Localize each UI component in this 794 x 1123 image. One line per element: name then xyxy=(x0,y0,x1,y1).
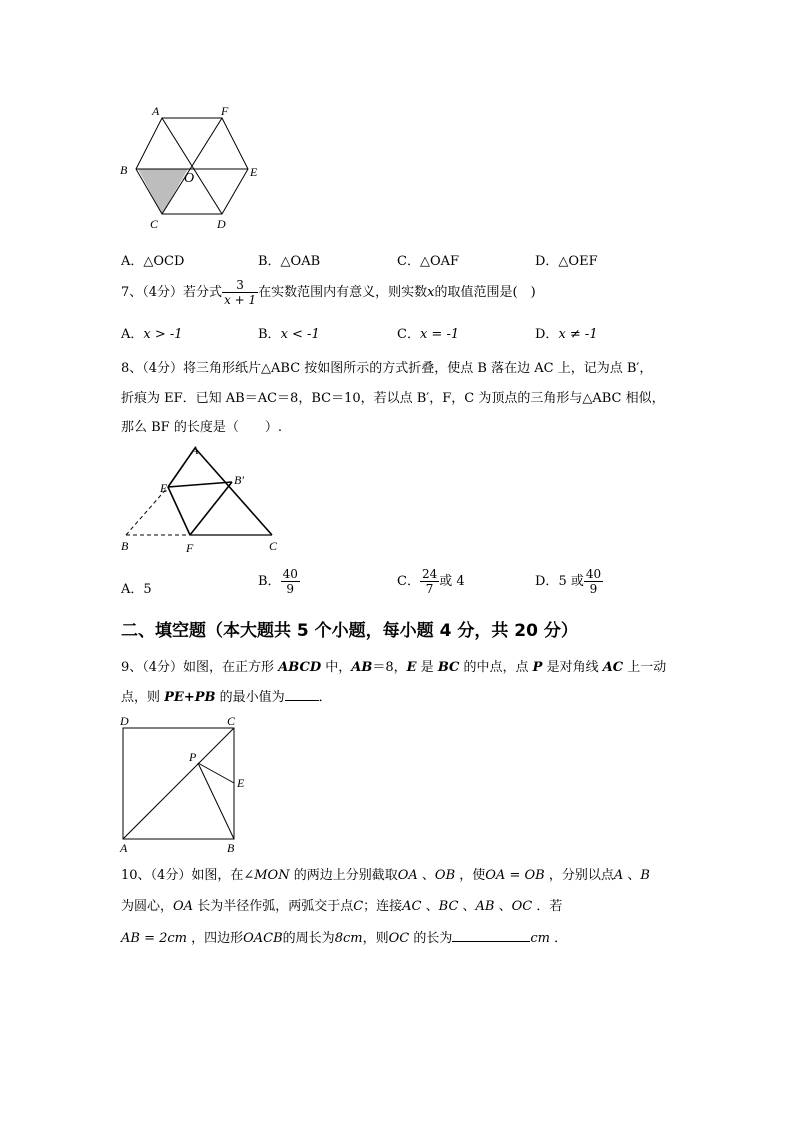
sq-label-p: P xyxy=(189,750,197,764)
q10-answer-blank[interactable] xyxy=(452,941,530,942)
hex-label-f: F xyxy=(221,104,229,118)
hex-label-a: A xyxy=(152,104,160,118)
q9-answer-blank[interactable] xyxy=(285,700,319,701)
tri-label-a: A xyxy=(191,443,199,457)
sq-label-d: D xyxy=(120,714,129,728)
q7-option-a: A．x > -1 xyxy=(121,327,183,342)
q6-option-d: D．△OEF xyxy=(535,254,598,269)
hex-label-b: B xyxy=(120,163,128,177)
q8-line-1: 8、（4分）将三角形纸片△ABC 按如图所示的方式折叠，使点 B 落在边 AC 上，记为点 B′， xyxy=(121,361,653,376)
sq-label-c: C xyxy=(227,714,236,728)
q8-option-b: B． $\frac{40}{9}$ xyxy=(258,567,298,596)
q7-question: 7、（4分）若分式 $\frac{3}{x + 1}$ 在实数范围内有意义，则实数x的取值范围是( ) xyxy=(121,278,536,307)
hexagon-figure xyxy=(114,102,274,232)
q8-option-c: C． $\frac{24}{7}$ 或 4 xyxy=(397,567,465,596)
hex-label-e: E xyxy=(250,165,258,179)
q8-line-3: 那么 BF 的长度是（ ）. xyxy=(121,420,282,435)
hex-label-o: O xyxy=(184,171,195,186)
tri-label-b: B xyxy=(121,539,129,553)
q10-line-2: 为圆心，OA 长为半径作弧，两弧交于点C；连接AC 、BC 、AB 、OC ．若 xyxy=(121,899,563,914)
q7-option-d: D．x ≠ -1 xyxy=(535,327,598,342)
q10-line-1: 10、（4分）如图，在∠MON 的两边上分别截取OA 、OB ，使OA = OB ，分别以点A 、B xyxy=(121,868,650,883)
section-heading: 二、填空题（本大题共 5 个小题，每小题 4 分，共 20 分） xyxy=(121,621,578,641)
q8-line-2: 折痕为 EF．已知 AB＝AC＝8，BC＝10，若以点 B′，F，C 为顶点的三角形与△ABC 相似， xyxy=(121,391,665,406)
tri-label-bprime: B′ xyxy=(234,473,244,487)
sq-label-b: B xyxy=(227,841,235,855)
q8-option-d: D．5 或 $\frac{40}{9}$ xyxy=(535,567,602,596)
q6-option-c: C．△OAF xyxy=(397,254,460,269)
q7-option-c: C．x = -1 xyxy=(397,327,460,342)
q7-option-b: B．x < -1 xyxy=(258,327,320,342)
square-figure xyxy=(112,708,262,856)
folded-triangle-figure xyxy=(112,440,292,560)
q9-line-1: 9、（4分）如图，在正方形 ABCD 中，AB＝8，E 是 BC 的中点，点 P 是对角线 AC 上一动 xyxy=(121,660,667,675)
q9-line-2: 点，则 PE+PB 的最小值为 ． xyxy=(121,690,332,705)
q6-option-a: A．△OCD xyxy=(121,254,185,269)
sq-label-e: E xyxy=(237,776,245,790)
tri-label-e: E xyxy=(160,481,168,495)
q10-line-3: AB = 2cm ，四边形OACB的周长为8cm，则OC 的长为 cm ． xyxy=(121,931,568,946)
q6-option-b: B．△OAB xyxy=(258,254,321,269)
hex-label-d: D xyxy=(217,217,226,231)
q8-option-a: A．5 xyxy=(121,582,152,597)
hex-label-c: C xyxy=(150,217,159,231)
tri-label-c: C xyxy=(269,539,278,553)
sq-label-a: A xyxy=(120,841,128,855)
tri-label-f: F xyxy=(186,541,194,555)
q7-fraction: $\frac{3}{x + 1}$ xyxy=(224,278,257,307)
